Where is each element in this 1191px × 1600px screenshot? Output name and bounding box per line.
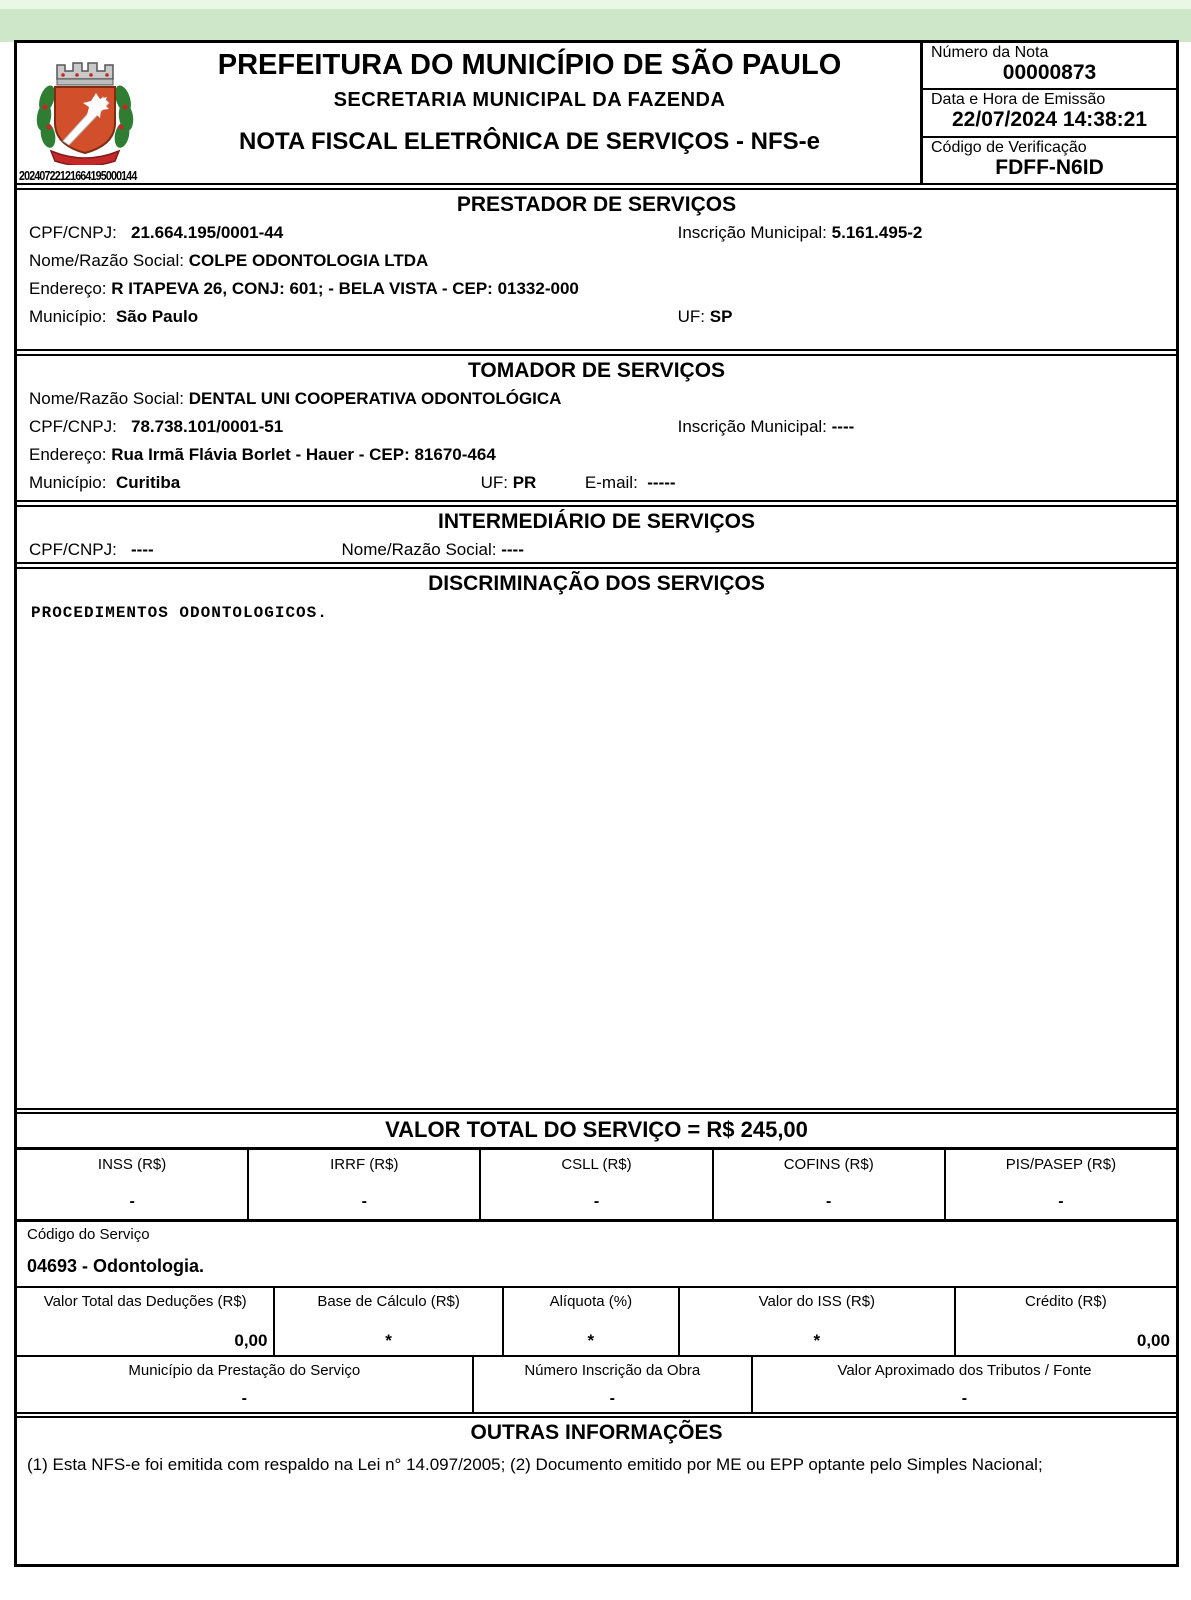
intermediario-row	[17, 536, 1176, 564]
prestador-im-value: 5.161.495-2	[831, 223, 923, 242]
tomador-uf-value: PR	[512, 473, 537, 492]
info-value: -	[609, 1390, 615, 1407]
verification-code-value: FDFF-N6ID	[995, 155, 1104, 179]
tax-col-irrf	[249, 1150, 481, 1219]
emission-datetime-value: 22/07/2024 14:38:21	[952, 108, 1147, 132]
tomador-cpf-label: CPF/CNPJ:	[29, 417, 117, 436]
ded-value: *	[813, 1331, 821, 1350]
dept-title: SECRETARIA MUNICIPAL DA FAZENDA	[333, 89, 726, 111]
doc-title: NOTA FISCAL ELETRÔNICA DE SERVIÇOS - NFS-e	[239, 128, 820, 155]
intermediario-section	[17, 500, 1176, 562]
tax-header: COFINS (R$)	[783, 1156, 874, 1173]
ded-header: Valor do ISS (R$)	[758, 1293, 876, 1310]
tax-header: IRRF (R$)	[330, 1156, 399, 1173]
tomador-email-label: E-mail:	[584, 473, 638, 492]
ded-value: *	[385, 1331, 392, 1350]
tax-value: -	[129, 1193, 135, 1210]
prestador-cpf-value: 21.664.195/0001-44	[131, 223, 284, 242]
prestador-uf-value: SP	[709, 307, 733, 326]
codigo-servico-section	[17, 1219, 1176, 1286]
info-col-tributos	[753, 1357, 1176, 1412]
info-header: Município da Prestação do Serviço	[128, 1362, 361, 1379]
intermediario-nome-label: Nome/Razão Social:	[341, 540, 497, 559]
tomador-nome-label: Nome/Razão Social:	[29, 389, 184, 408]
ded-header: Crédito (R$)	[1025, 1293, 1107, 1310]
emission-datetime-label: Data e Hora de Emissão	[931, 91, 1106, 109]
discriminacao-title: DISCRIMINAÇÃO DOS SERVIÇOS	[428, 572, 765, 595]
info-table	[17, 1355, 1176, 1412]
prestador-im-label: Inscrição Municipal:	[677, 223, 827, 242]
emission-datetime-box	[923, 90, 1176, 137]
intermediario-title: INTERMEDIÁRIO DE SERVIÇOS	[438, 510, 755, 533]
ded-col-credito	[956, 1288, 1176, 1355]
intermediario-cpf-label: CPF/CNPJ:	[29, 540, 117, 559]
codigo-servico-label: Código do Serviço	[27, 1226, 150, 1243]
intermediario-cpf-value: ----	[131, 540, 154, 559]
tax-col-cofins	[714, 1150, 946, 1219]
tax-value: -	[593, 1193, 600, 1210]
tomador-municipio-value: Curitiba	[115, 473, 181, 492]
discriminacao-text: PROCEDIMENTOS ODONTOLOGICOS.	[31, 604, 328, 622]
ded-header: Alíquota (%)	[549, 1293, 633, 1310]
prestador-endereco-value: R ITAPEVA 26, CONJ: 601; - BELA VISTA - CEP: 01332-000	[111, 279, 579, 298]
ded-header: Base de Cálculo (R$)	[317, 1293, 460, 1310]
prestador-endereco-row	[17, 275, 1176, 303]
info-col-municipio	[17, 1357, 474, 1412]
tomador-im-value: ----	[831, 417, 855, 436]
tomador-endereco-row	[17, 441, 1176, 469]
prestador-nome-value: COLPE ODONTOLOGIA LTDA	[188, 251, 429, 270]
deducoes-table	[17, 1286, 1176, 1355]
info-value: -	[241, 1390, 247, 1407]
ded-col-deducoes	[17, 1288, 275, 1355]
ded-col-iss	[680, 1288, 956, 1355]
outras-text: (1) Esta NFS-e foi emitida com respaldo na Lei n° 14.097/2005; (2) Documento emitido por ME ou EPP optante pelo Simples Nacional;	[27, 1455, 1043, 1474]
discriminacao-section	[17, 562, 1176, 1108]
tax-col-pispasep	[946, 1150, 1176, 1219]
info-col-obra	[474, 1357, 753, 1412]
ded-value: *	[587, 1331, 595, 1350]
intermediario-nome-value: ----	[501, 540, 524, 559]
tomador-municipio-label: Município:	[29, 473, 107, 492]
prestador-cpf-label: CPF/CNPJ:	[29, 223, 117, 242]
nfse-document	[14, 40, 1179, 1567]
prestador-cpf-row	[17, 219, 1176, 247]
tax-value: -	[1058, 1193, 1064, 1210]
tax-table	[17, 1147, 1176, 1219]
verification-code-box	[923, 138, 1176, 183]
prestador-municipio-label: Município:	[29, 307, 107, 326]
tomador-cpf-value: 78.738.101/0001-51	[131, 417, 284, 436]
outras-title: OUTRAS INFORMAÇÕES	[470, 1421, 723, 1444]
sao-paulo-coat-of-arms-icon	[33, 53, 137, 165]
codigo-servico-value: 04693 - Odontologia.	[27, 1256, 205, 1276]
ded-value: 0,00	[234, 1331, 268, 1350]
tomador-email-value: -----	[647, 473, 676, 492]
tax-value: -	[826, 1193, 832, 1210]
org-title: PREFEITURA DO MUNICÍPIO DE SÃO PAULO	[217, 49, 842, 81]
tomador-municipio-row	[17, 469, 1176, 497]
tomador-title: TOMADOR DE SERVIÇOS	[467, 359, 726, 382]
nota-number-value: 00000873	[1002, 61, 1097, 84]
prestador-nome-label: Nome/Razão Social:	[29, 251, 184, 270]
valor-total-row: VALOR TOTAL DO SERVIÇO = R$ 245,00	[17, 1108, 1176, 1147]
nota-number-label: Número da Nota	[931, 44, 1049, 61]
tax-col-csll	[481, 1150, 713, 1219]
prestador-endereco-label: Endereço:	[29, 279, 107, 298]
prestador-title: PRESTADOR DE SERVIÇOS	[456, 193, 737, 216]
prestador-section	[17, 183, 1176, 349]
prestador-municipio-value: São Paulo	[115, 307, 199, 326]
barcode-number: 20240722121664195000144	[19, 168, 137, 183]
info-header: Valor Aproximado dos Tributos / Fonte	[837, 1362, 1092, 1379]
tax-header: PIS/PASEP (R$)	[1005, 1156, 1117, 1173]
tomador-endereco-label: Endereço:	[29, 445, 107, 464]
tomador-uf-label: UF:	[480, 473, 508, 492]
tax-header: INSS (R$)	[97, 1156, 167, 1173]
verification-code-label: Código de Verificação	[931, 138, 1087, 156]
tomador-cpf-row	[17, 413, 1176, 441]
prestador-nome-row	[17, 247, 1176, 275]
header-right-box	[920, 43, 1176, 183]
tomador-nome-row	[17, 385, 1176, 413]
page-top-green-band	[0, 0, 1191, 42]
ded-header: Valor Total das Deduções (R$)	[43, 1293, 247, 1310]
tomador-im-label: Inscrição Municipal:	[677, 417, 827, 436]
tax-col-inss	[17, 1150, 249, 1219]
tomador-section	[17, 349, 1176, 500]
tax-value: -	[361, 1193, 367, 1210]
tomador-nome-value: DENTAL UNI COOPERATIVA ODONTOLÓGICA	[188, 389, 562, 408]
info-header: Número Inscrição da Obra	[524, 1362, 701, 1379]
prestador-uf-label: UF:	[677, 307, 706, 326]
prestador-municipio-row	[17, 303, 1176, 331]
tomador-endereco-value: Rua Irmã Flávia Borlet - Hauer - CEP: 81670-464	[111, 445, 496, 464]
document-header	[17, 43, 1176, 183]
outras-informacoes-section	[17, 1412, 1176, 1564]
tax-header: CSLL (R$)	[561, 1156, 632, 1173]
header-titles	[145, 49, 914, 156]
info-value: -	[961, 1390, 968, 1407]
ded-col-aliquota	[504, 1288, 680, 1355]
ded-col-base	[275, 1288, 503, 1355]
nota-number-box	[923, 43, 1176, 90]
ded-value: 0,00	[1136, 1331, 1170, 1350]
